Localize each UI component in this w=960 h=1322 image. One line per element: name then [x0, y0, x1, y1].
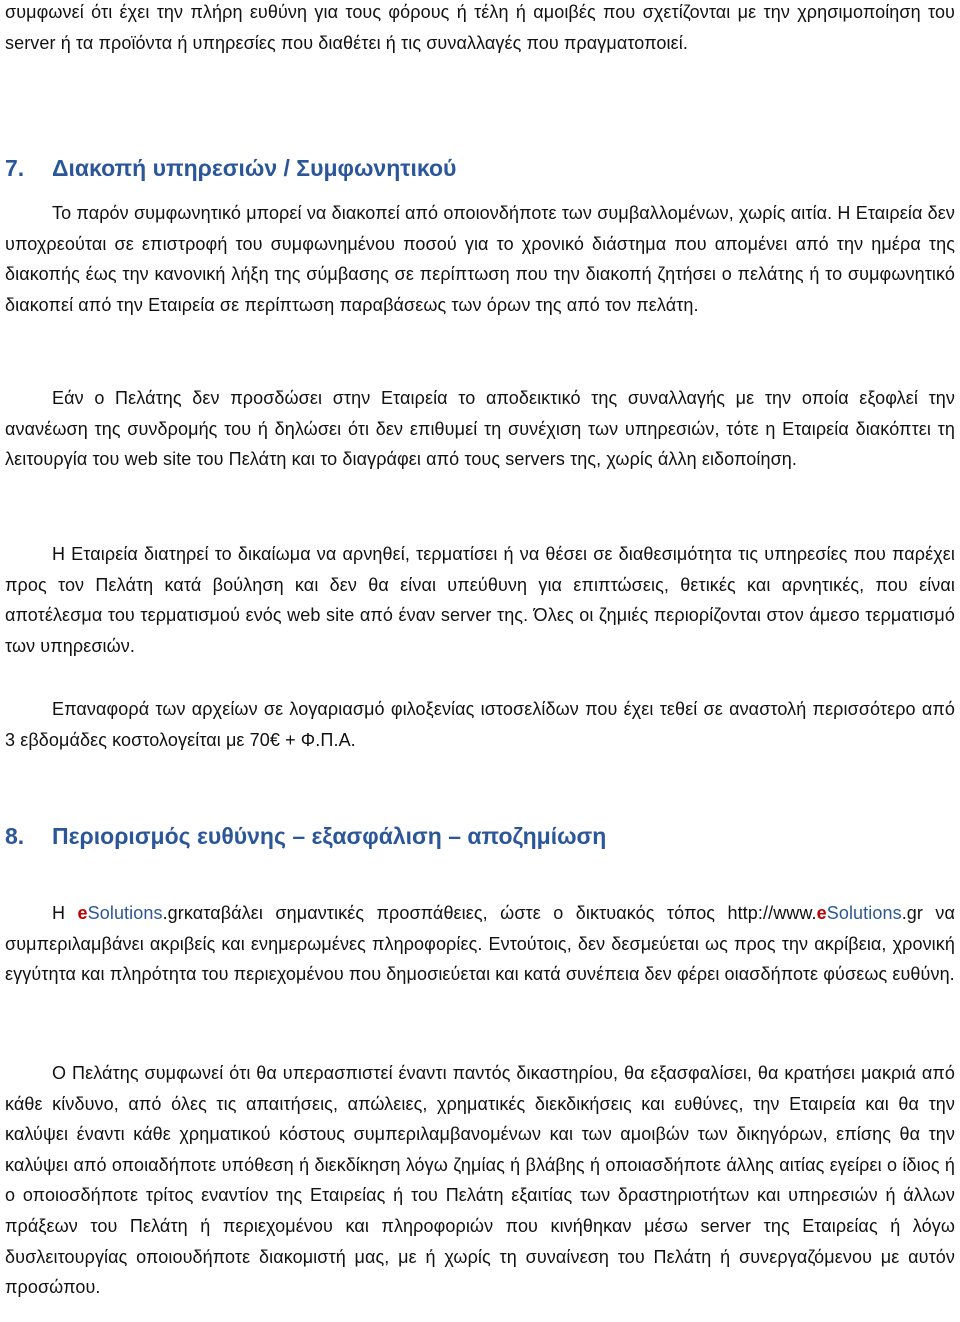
brand-tld-1: .grκαταβάλει σημαντικές προσπάθειες, ώστε ο δικτυακός τόπος http://www. [162, 903, 817, 923]
section-8-title: Περιορισμός ευθύνης – εξασφάλιση – αποζημίωση [52, 823, 607, 849]
section-8-heading [5, 819, 606, 853]
section-7-paragraph-2: Εάν ο Πελάτης δεν προσδώσει στην Εταιρεία το αποδεικτικό της συναλλαγής με την οποία εξοφλεί την ανανέωση της συνδρομής του ή δηλώσει ότι δεν επιθυμεί τη συνέχιση των υπηρεσιών, τότε η Εταιρεία διακόπτει τη λειτουργία του web site του Πελάτη και το διαγράφει από τους servers της, χωρίς άλλη ειδοποίηση. [5, 388, 955, 470]
brand-e: e [77, 903, 88, 923]
section-7-title: Διακοπή υπηρεσιών / Συμφωνητικού [52, 155, 457, 181]
section-8-number: 8. [5, 823, 25, 849]
section-8-paragraph-1 [5, 898, 955, 990]
section-7-paragraph-4: Επαναφορά των αρχείων σε λογαριασμό φιλοξενίας ιστοσελίδων που έχει τεθεί σε αναστολή περισσότερο από 3 εβδομάδες κοστολογείται με 70€ + Φ.Π.Α. [5, 699, 955, 750]
section-7-heading [5, 151, 456, 185]
p1-rest: να συμπεριλαμβάνει ακριβείς και ενημερωμένες πληροφορίες. Εντούτοις, δεν δεσμεύεται ως προς την ακρίβεια, χρονική εγγύτητα και πληρότητα του περιεχομένου που δημοσιεύεται και κατά συνέπεια δεν φέρει οιασδήποτε φύσεως ευθύνη. [5, 903, 955, 985]
brand-e-2: e [816, 903, 827, 923]
p1-start: Η [52, 903, 78, 923]
section-7-paragraph-1: Το παρόν συμφωνητικό μπορεί να διακοπεί από οποιονδήποτε των συμβαλλομένων, χωρίς αιτία. Η Εταιρεία δεν υποχρεούται σε επιστροφή του συμφωνημένου ποσού για το χρονικό διάστημα που απομένει από την ημέρα της διακοπής έως την κανονική λήξη της σύμβασης σε περίπτωση που την διακοπή ζητήσει ο πελάτης ή το συμφωνητικό διακοπεί από την Εταιρεία σε περίπτωση παραβάσεως των όρων της από τον πελάτη. [5, 203, 955, 315]
brand-word-2: Solutions [826, 903, 902, 923]
brand-tld-2: .gr [901, 903, 923, 923]
section-7-paragraph-3: Η Εταιρεία διατηρεί το δικαίωμα να αρνηθεί, τερματίσει ή να θέσει σε διαθεσιμότητα τις υπηρεσίες που παρέχει προς τον Πελάτη κατά βούληση και δεν θα είναι υπεύθυνη για επιπτώσεις, θετικές και αρνητικές, που είναι αποτέλεσμα του τερματισμού ενός web site από έναν server της. Όλες οι ζημιές περιορίζονται στον άμεσο τερματισμό των υπηρεσιών. [5, 544, 955, 656]
intro-paragraph: συμφωνεί ότι έχει την πλήρη ευθύνη για τους φόρους ή τέλη ή αμοιβές που σχετίζονται με την χρησιμοποίηση του server ή τα προϊόντα ή υπηρεσίες που διαθέτει ή τις συναλλαγές που πραγματοποιεί. [5, 2, 955, 53]
section-7-number: 7. [5, 155, 25, 181]
section-8-paragraph-2: Ο Πελάτης συμφωνεί ότι θα υπερασπιστεί έναντι παντός δικαστηρίου, θα εξασφαλίσει, θα κρατήσει μακριά από κάθε κίνδυνο, από όλες τις απαιτήσεις, απώλειες, χρηματικές διεκδικήσεις και ευθύνες, την Εταιρεία και θα την καλύψει έναντι κάθε χρηματικού κόστους συμπεριλαμβανομένων και των αμοιβών των δικηγόρων, επίσης θα την καλύψει από οποιαδήποτε υπόθεση ή διεκδίκηση λόγω ζημίας ή βλάβης ή οποιασδήποτε άλλης αιτίας εγείρει ο ίδιος ή ο οποιοσδήποτε τρίτος εναντίον της Εταιρείας ή του Πελάτη εξαιτίας των δραστηριοτήτων και υπηρεσιών ή άλλων πράξεων του Πελάτη ή περιεχομένου και πληροφοριών που κινήθηκαν μέσω server της Εταιρείας ή λόγω δυσλειτουργίας οποιουδήποτε διακομιστή μας, με ή χωρίς τη συναίνεση του Πελάτη ή συνεργαζόμενου με αυτόν προσώπου. [5, 1063, 955, 1298]
brand-word: Solutions [87, 903, 163, 923]
